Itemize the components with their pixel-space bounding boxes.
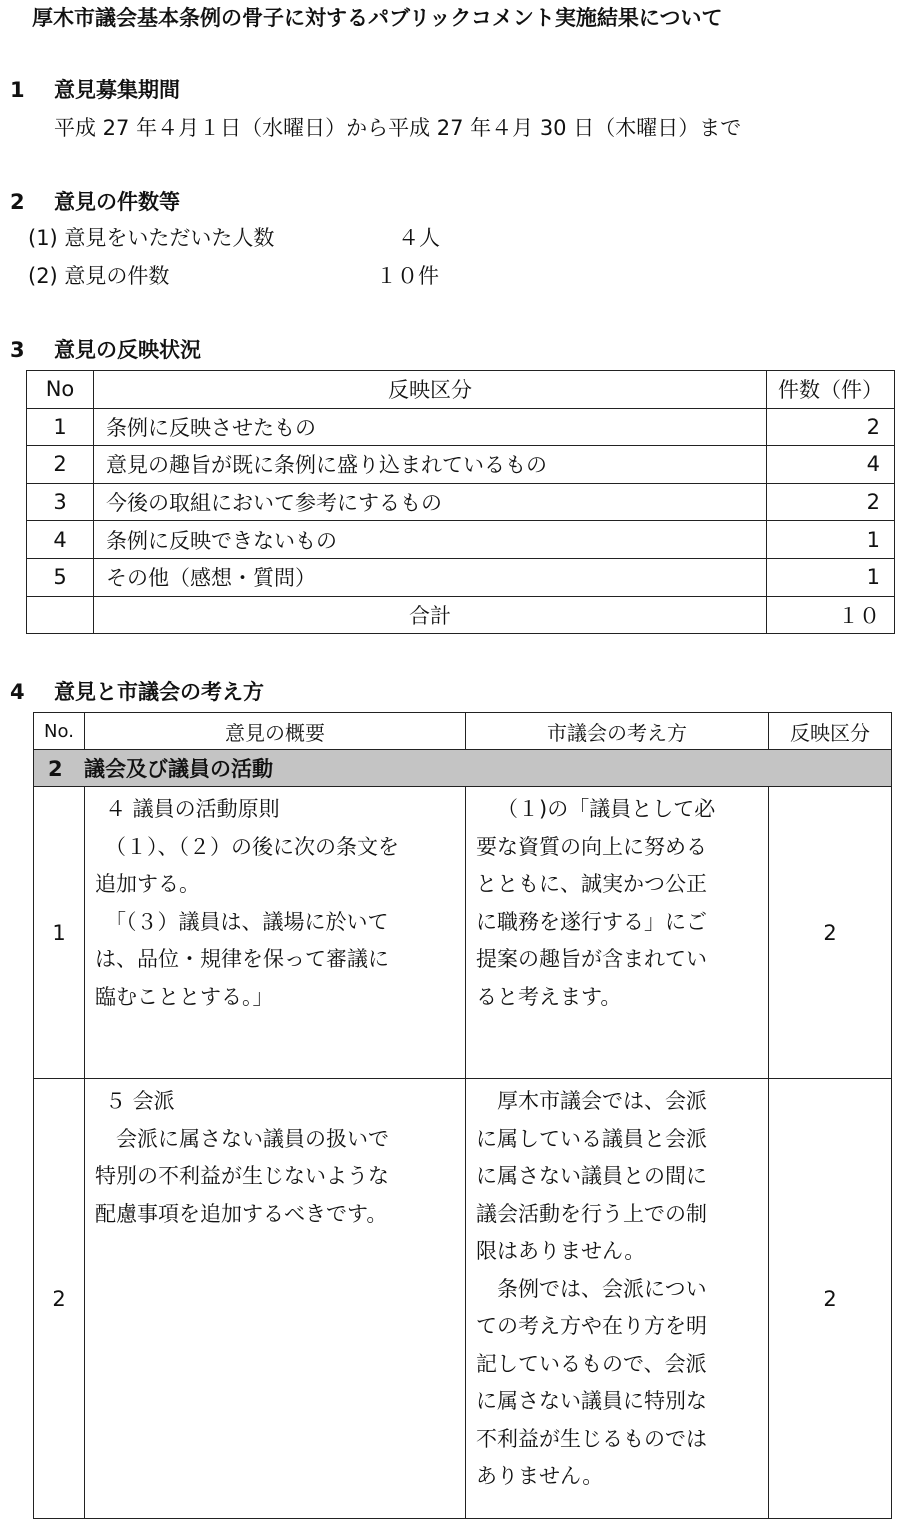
council-view bbox=[466, 787, 769, 1079]
view-line: 限はありません。 bbox=[476, 1239, 646, 1263]
summary-line: 特別の不利益が生じないような bbox=[95, 1164, 389, 1188]
summary-line: 追加する。 bbox=[95, 872, 200, 896]
band-number: 2 bbox=[48, 757, 63, 781]
stat-label: (1) 意見をいただいた人数 bbox=[28, 226, 275, 250]
section-number: 2 bbox=[10, 190, 25, 214]
section-number: 4 bbox=[10, 680, 25, 704]
row-count: 1 bbox=[767, 521, 895, 559]
row-category: 今後の取組において参考にするもの bbox=[94, 483, 767, 521]
reflection-status-table bbox=[26, 370, 895, 634]
header-view: 市議会の考え方 bbox=[466, 713, 769, 750]
header-no: No. bbox=[34, 713, 85, 750]
section-title: 意見の反映状況 bbox=[54, 338, 201, 362]
row-category: 意見の趣旨が既に条例に盛り込まれているもの bbox=[94, 446, 767, 484]
section-title: 意見と市議会の考え方 bbox=[54, 680, 264, 704]
view-line: 要な資質の向上に努める bbox=[476, 834, 707, 859]
section-number: 3 bbox=[10, 338, 25, 362]
summary-line: は、品位・規律を保って審議に bbox=[95, 947, 389, 971]
category-band-row bbox=[34, 750, 892, 787]
view-line: （１)の「議員として必 bbox=[497, 797, 716, 821]
view-line: に職務を遂行する」にご bbox=[476, 909, 707, 934]
total-count: １０ bbox=[767, 596, 895, 634]
header-reflection: 反映区分 bbox=[769, 713, 892, 750]
table-row bbox=[27, 408, 895, 446]
section-2-heading bbox=[10, 188, 180, 216]
view-line: に属している議員と会派 bbox=[476, 1126, 707, 1151]
document-title: 厚木市議会基本条例の骨子に対するパブリックコメント実施結果について bbox=[32, 6, 723, 30]
header-summary: 意見の概要 bbox=[85, 713, 466, 750]
summary-line: （１）、（２）の後に次の条文を bbox=[105, 834, 399, 859]
row-no: 2 bbox=[34, 1079, 85, 1519]
view-line: 提案の趣旨が含まれてい bbox=[476, 947, 707, 971]
table-row bbox=[27, 483, 895, 521]
row-no: 5 bbox=[27, 558, 94, 596]
summary-line: 臨むこととする。」 bbox=[95, 984, 274, 1009]
section-title: 意見募集期間 bbox=[54, 78, 180, 102]
stat-row-people bbox=[28, 224, 440, 252]
header-no: No bbox=[27, 371, 94, 409]
row-no: 2 bbox=[27, 446, 94, 484]
header-category: 反映区分 bbox=[94, 371, 767, 409]
table-row bbox=[27, 521, 895, 559]
reflection-category: 2 bbox=[769, 787, 892, 1079]
view-line: ありません。 bbox=[476, 1464, 604, 1488]
row-count: 2 bbox=[767, 408, 895, 446]
summary-line: 「（３）議員は、議場に於いて bbox=[105, 909, 389, 934]
view-line: 不利益が生じるものでは bbox=[476, 1426, 707, 1451]
table-header-row bbox=[34, 713, 892, 750]
view-line: に属さない議員に特別な bbox=[476, 1389, 707, 1413]
section-number: 1 bbox=[10, 78, 25, 102]
council-view bbox=[466, 1079, 769, 1519]
row-category: その他（感想・質問） bbox=[94, 558, 767, 596]
opinion-table bbox=[33, 712, 892, 1519]
opinion-summary bbox=[85, 787, 466, 1079]
view-line: ると考えます。 bbox=[476, 984, 622, 1009]
view-line: に属さない議員との間に bbox=[476, 1164, 707, 1188]
stat-row-count bbox=[28, 262, 439, 290]
section-title: 意見の件数等 bbox=[54, 190, 180, 214]
stat-value: １０件 bbox=[376, 264, 439, 288]
row-category: 条例に反映できないもの bbox=[94, 521, 767, 559]
row-no: 3 bbox=[27, 483, 94, 521]
view-line: 条例では、会派につい bbox=[497, 1276, 707, 1301]
total-no-cell bbox=[27, 596, 94, 634]
table-row bbox=[34, 787, 892, 1079]
header-count: 件数（件） bbox=[767, 371, 895, 409]
row-no: 1 bbox=[27, 408, 94, 446]
summary-line: ５ 会派 bbox=[105, 1089, 175, 1113]
row-no: 1 bbox=[34, 787, 85, 1079]
view-line: 厚木市議会では、会派 bbox=[497, 1089, 707, 1113]
band-label: 議会及び議員の活動 bbox=[84, 757, 273, 781]
summary-line: 配慮事項を追加するべきです。 bbox=[95, 1201, 388, 1226]
view-line: 記しているもので、会派 bbox=[476, 1351, 707, 1376]
category-band bbox=[34, 750, 892, 787]
section-3-heading bbox=[10, 336, 201, 364]
reflection-category: 2 bbox=[769, 1079, 892, 1519]
view-line: とともに、誠実かつ公正 bbox=[476, 872, 707, 896]
summary-line: ４ 議員の活動原則 bbox=[105, 797, 280, 821]
table-row bbox=[27, 446, 895, 484]
row-count: 4 bbox=[767, 446, 895, 484]
view-line: 議会活動を行う上での制 bbox=[476, 1201, 707, 1226]
total-label: 合計 bbox=[94, 596, 767, 634]
view-line: ての考え方や在り方を明 bbox=[476, 1314, 707, 1338]
section-4-heading bbox=[10, 678, 264, 706]
table-row bbox=[34, 1079, 892, 1519]
row-category: 条例に反映させたもの bbox=[94, 408, 767, 446]
table-row bbox=[27, 558, 895, 596]
table-header-row bbox=[27, 371, 895, 409]
row-count: 1 bbox=[767, 558, 895, 596]
summary-line: 会派に属さない議員の扱いで bbox=[116, 1126, 389, 1151]
row-no: 4 bbox=[27, 521, 94, 559]
total-row bbox=[27, 596, 895, 634]
opinion-summary bbox=[85, 1079, 466, 1519]
row-count: 2 bbox=[767, 483, 895, 521]
period-text: 平成 27 年４月１日（水曜日）から平成 27 年４月 30 日（木曜日）まで bbox=[54, 116, 742, 140]
stat-label: (2) 意見の件数 bbox=[28, 264, 170, 288]
section-1-heading bbox=[10, 76, 180, 104]
stat-value: ４人 bbox=[398, 226, 440, 250]
